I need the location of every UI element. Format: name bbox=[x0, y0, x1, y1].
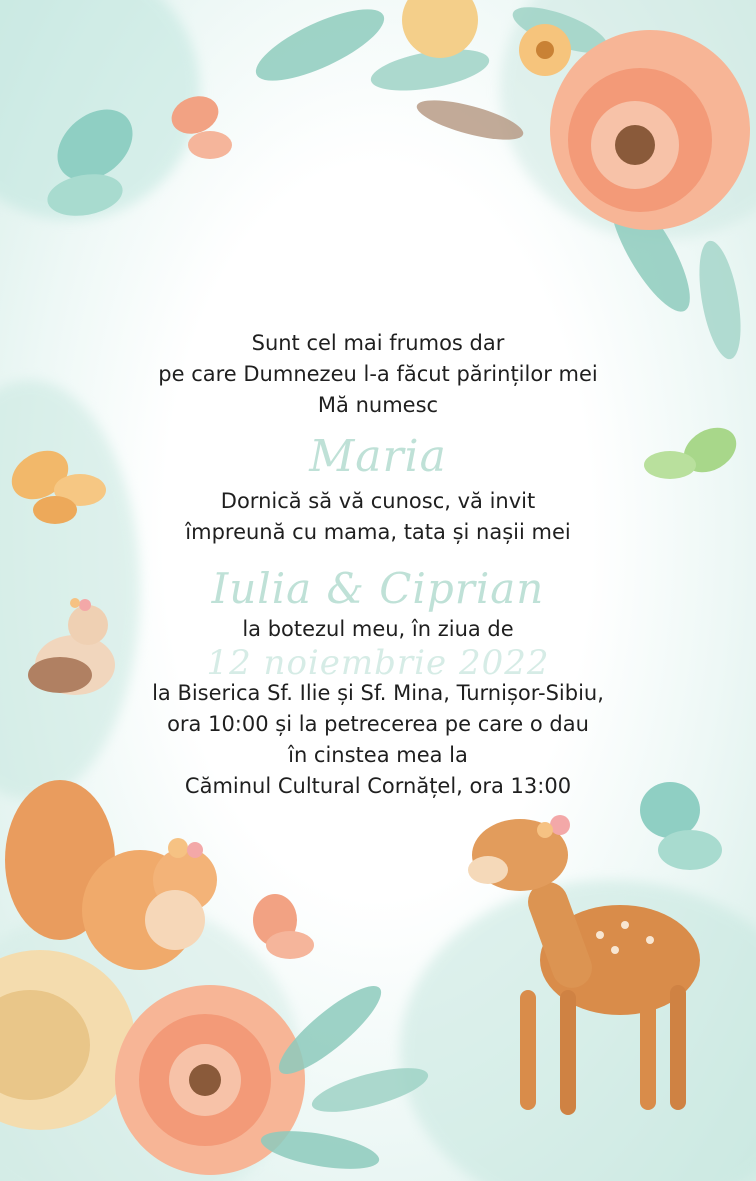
peony-flower-bottom bbox=[0, 950, 305, 1175]
baptism-line: la botezul meu, în ziua de bbox=[242, 617, 514, 641]
intro-line-3: Mă numesc bbox=[317, 393, 439, 417]
baptism-date: 12 noiembrie 2022 bbox=[206, 643, 550, 683]
invite-line-2: împreună cu mama, tata și nașii mei bbox=[185, 520, 571, 544]
butterfly-mint-topleft bbox=[44, 95, 147, 221]
intro-line-1: Sunt cel mai frumos dar bbox=[251, 331, 505, 355]
godparents-names: Iulia & Ciprian bbox=[211, 564, 545, 613]
butterfly-peach-top bbox=[166, 90, 232, 159]
details-line-2: ora 10:00 și la petrecerea pe care o dau bbox=[167, 712, 589, 736]
invite-text bbox=[0, 486, 756, 548]
intro-line-2: pe care Dumnezeu l-a făcut părinților mei bbox=[158, 362, 598, 386]
invite-line-1: Dornică să vă cunosc, vă invit bbox=[220, 489, 536, 513]
squirrel-illustration bbox=[5, 780, 217, 970]
peony-flower-top bbox=[550, 30, 750, 230]
intro-text bbox=[0, 328, 756, 421]
details-text bbox=[0, 678, 756, 802]
details-line-1: la Biserica Sf. Ilie și Sf. Mina, Turnișor-Sibiu, bbox=[152, 681, 604, 705]
butterfly-peach-bottom bbox=[253, 894, 314, 959]
details-line-4: Căminul Cultural Cornățel, ora 13:00 bbox=[184, 774, 572, 798]
baby-name: Maria bbox=[309, 431, 447, 482]
details-line-3: în cinstea mea la bbox=[288, 743, 468, 767]
